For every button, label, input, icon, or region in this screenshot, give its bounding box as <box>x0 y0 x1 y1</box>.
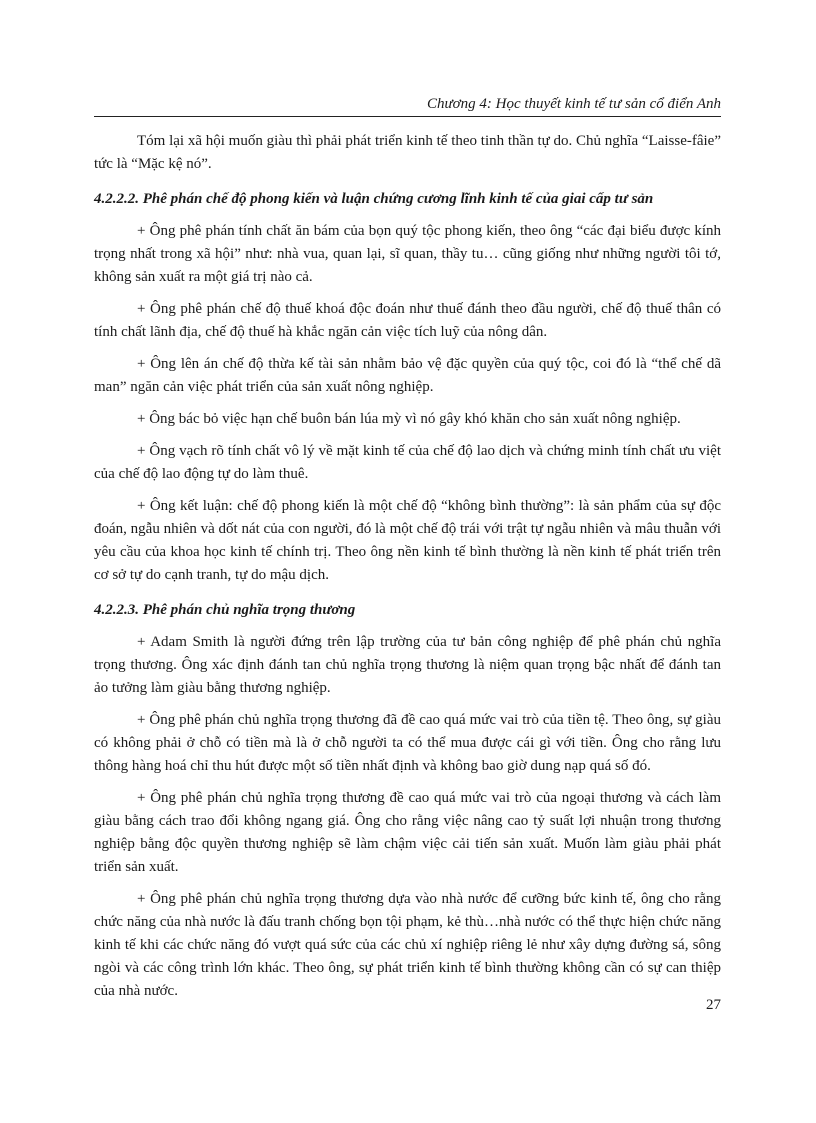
paragraph: + Ông lên án chế độ thừa kế tài sản nhằm bảo vệ đặc quyền của quý tộc, coi đó là “thể chế dã man” ngăn cản việc phát triển của sản xuất nông nghiệp. <box>94 356 721 395</box>
paragraph: + Ông phê phán chủ nghĩa trọng thương đã đề cao quá mức vai trò của tiền tệ. Theo ông, sự giàu có không phải ở chỗ có tiền mà là ở chỗ người ta có thể mua được cái gì với tiền. Ông cho rằng lưu thông hàng hoá chỉ thu hút được một số tiền nhất định và không bao giờ dung nạp quá số đó. <box>94 712 721 774</box>
paragraph: + Ông vạch rõ tính chất vô lý về mặt kinh tế của chế độ lao dịch và chứng minh tính chất ưu việt của chế độ lao động tự do làm thuê. <box>94 443 721 482</box>
paragraph: + Ông phê phán tính chất ăn bám của bọn quý tộc phong kiến, theo ông “các đại biểu được kính trọng nhất trong xã hội” như: nhà vua, quan lại, sĩ quan, thầy tu… cũng giống như những người tôi tớ, không sản xuất ra một giá trị nào cả. <box>94 223 721 285</box>
paragraph: + Adam Smith là người đứng trên lập trường của tư bản công nghiệp để phê phán chủ nghĩa trọng thương. Ông xác định đánh tan chủ nghĩa trọng thương là niệm quan trọng bậc nhất để đánh tan ảo tưởng làm giàu bằng thương nghiệp. <box>94 634 721 696</box>
section-heading-4-2-2-2: 4.2.2.2. Phê phán chế độ phong kiến và luận chứng cương lĩnh kinh tế của giai cấp tư sản <box>94 191 654 207</box>
paragraph: + Ông phê phán chủ nghĩa trọng thương dựa vào nhà nước để cưỡng bức kinh tế, ông cho rằng chức năng của nhà nước là đấu tranh chống bọn tội phạm, kẻ thù…nhà nước có thể thực hiện chức năng kinh tế khi các chức năng đó vượt quá sức của các chủ xí nghiệp riêng lẻ như xây dựng đường sá, sông ngòi và các công trình lớn khác. Theo ông, sự phát triển kinh tế bình thường không cần có sự can thiệp của nhà nước. <box>94 891 721 999</box>
paragraph: + Ông bác bỏ việc hạn chế buôn bán lúa mỳ vì nó gây khó khăn cho sản xuất nông nghiệp. <box>137 411 681 427</box>
paragraph: + Ông kết luận: chế độ phong kiến là một chế độ “không bình thường”: là sản phẩm của sự độc đoán, ngẫu nhiên và dốt nát của con người, đó là một chế độ trái với trật tự ngẫu nhiên và mâu thuẫn với yêu cầu của khoa học kinh tế chính trị. Theo ông nền kinh tế bình thường là nền kinh tế phát triển trên cơ sở tự do cạnh tranh, tự do mậu dịch. <box>94 498 721 583</box>
page-body <box>94 126 721 1012</box>
running-header: Chương 4: Học thuyết kinh tế tư sản cổ điển Anh <box>426 96 721 112</box>
header-divider <box>94 116 721 117</box>
paragraph: + Ông phê phán chủ nghĩa trọng thương đề cao quá mức vai trò của ngoại thương và cách làm giàu bằng cách trao đổi không ngang giá. Ông cho rằng việc nâng cao tỷ suất lợi nhuận trong thương nghiệp bằng độc quyền thương nghiệp sẽ làm chậm việc cải tiến sản xuất. Muốn làm giàu phải phát triển sản xuất. <box>94 790 721 875</box>
section-heading-4-2-2-3: 4.2.2.3. Phê phán chủ nghĩa trọng thương <box>94 602 356 618</box>
paragraph: + Ông phê phán chế độ thuế khoá độc đoán như thuế đánh theo đầu người, chế độ thuế thân có tính chất lãnh địa, chế độ thuế hà khắc ngăn cản việc tích luỹ của nông dân. <box>94 301 721 340</box>
intro-paragraph: Tóm lại xã hội muốn giàu thì phải phát triển kinh tế theo tinh thần tự do. Chủ nghĩa “Laisse-fâie” tức là “Mặc kệ nó”. <box>94 133 721 172</box>
page-number: 27 <box>706 997 721 1013</box>
